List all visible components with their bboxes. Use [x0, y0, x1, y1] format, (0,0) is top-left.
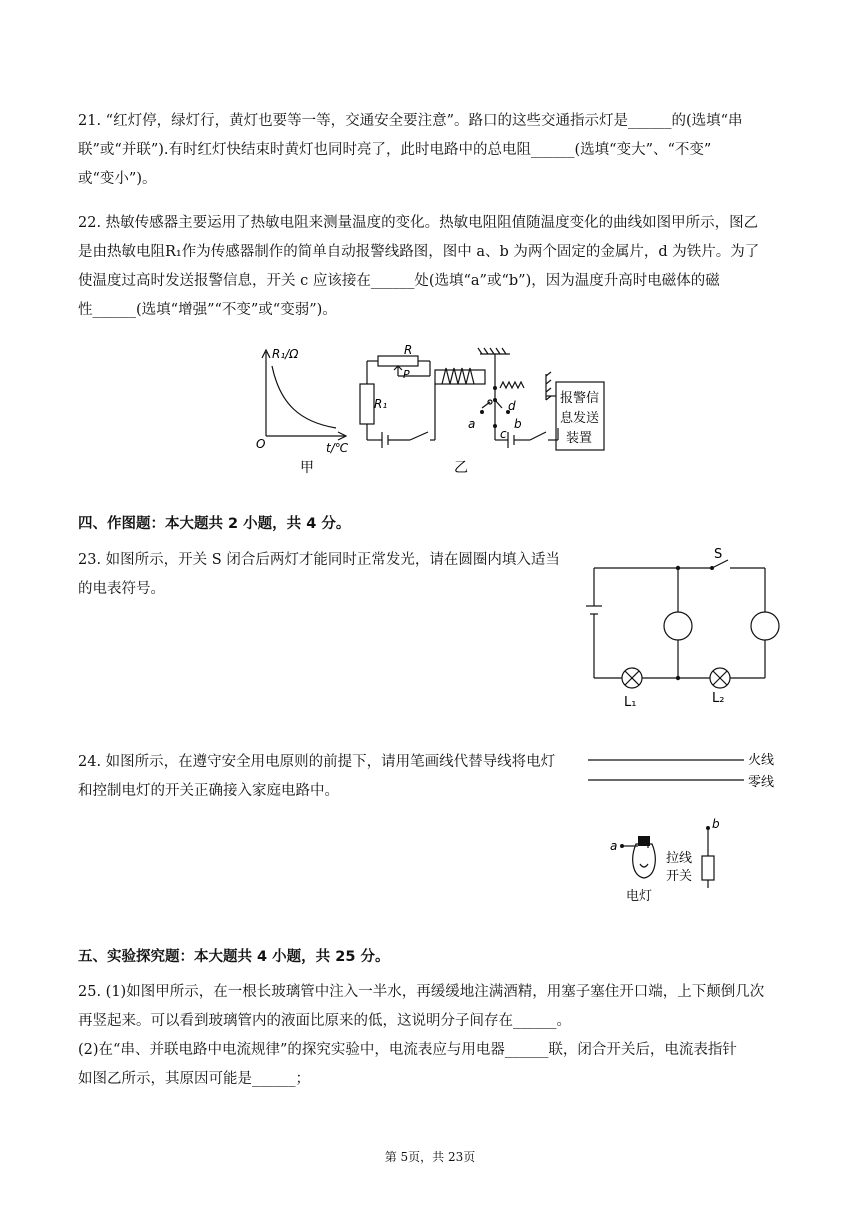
- q25-line-4: 如图乙所示，其原因可能是______；: [78, 1071, 310, 1087]
- alarm-box-line-2: 息发送: [560, 411, 600, 426]
- page-footer: 第 5页，共 23页: [384, 1150, 476, 1164]
- switch-label-1: 拉线: [666, 851, 693, 866]
- label-a: a: [468, 417, 476, 431]
- q21-line-3: 或“变小”)。: [78, 171, 157, 187]
- question-25: [78, 978, 782, 1094]
- section-4-heading: 四、作图题：本大题共 2 小题，共 4 分。: [78, 516, 351, 532]
- label-b: b: [712, 817, 720, 831]
- question-23: [78, 546, 578, 604]
- label-P: P: [403, 368, 410, 381]
- label-b: b: [514, 417, 522, 431]
- label-d: d: [508, 399, 516, 413]
- section-5-heading: 五、实验探究题：本大题共 4 小题，共 25 分。: [78, 949, 390, 965]
- q22-line-4: 性______(选填“增强”“不变”或“变弱”)。: [78, 302, 337, 318]
- label-R1: R₁: [374, 397, 388, 411]
- label-L2: L₂: [712, 691, 725, 706]
- q24-line-2: 和控制电灯的开关正确接入家庭电路中。: [78, 783, 339, 799]
- lamp-label: 电灯: [626, 889, 653, 904]
- q21-line-2: 联”或“并联”).有时红灯快结束时黄灯也同时亮了，此时电路中的总电阻______(选填“变大”、“不变”: [78, 142, 712, 158]
- q21-line-1: 21. “红灯停，绿灯行，黄灯也要等一等，交通安全要注意”。路口的这些交通指示灯是______的(选填“串: [78, 113, 743, 129]
- graph-x-label: t/℃: [326, 441, 349, 455]
- q22-line-2: 是由热敏电阻R₁作为传感器制作的简单自动报警线路图，图中 a、b 为两个固定的金属片，d 为铁片。为了: [78, 244, 760, 260]
- graph-y-label: R₁/Ω: [272, 347, 299, 361]
- figure-24-household-circuit: [586, 748, 786, 908]
- alarm-box-line-1: 报警信: [560, 391, 600, 406]
- label-jia: 甲: [300, 460, 314, 476]
- label-neutral-wire: 零线: [748, 775, 775, 790]
- graph-origin: O: [256, 437, 266, 451]
- question-21: [78, 107, 782, 194]
- q23-line-2: 的电表符号。: [78, 581, 165, 597]
- q25-line-2: 再竖起来。可以看到玻璃管内的液面比原来的低，这说明分子间存在______。: [78, 1013, 571, 1029]
- label-live-wire: 火线: [748, 753, 775, 768]
- label-c: c: [500, 427, 507, 441]
- q25-line-1: 25. (1)如图甲所示，在一根长玻璃管中注入一半水，再缓缓地注满酒精，用塞子塞住开口端，上下颠倒几次: [78, 984, 765, 1000]
- question-22: [78, 209, 782, 325]
- question-24: [78, 748, 578, 806]
- q24-line-1: 24. 如图所示，在遵守安全用电原则的前提下，请用笔画线代替导线将电灯: [78, 754, 556, 770]
- q22-line-3: 使温度过高时发送报警信息，开关 c 应该接在______处(选填“a”或“b”)，因为温度升高时电磁体的磁: [78, 273, 720, 289]
- graph-jia: [262, 350, 346, 440]
- label-S: S: [714, 547, 723, 562]
- figure-23-circuit: [580, 546, 780, 710]
- label-yi: 乙: [454, 460, 468, 476]
- label-L1: L₁: [624, 695, 637, 710]
- alarm-box-line-3: 装置: [566, 431, 593, 446]
- q23-line-1: 23. 如图所示，开关 S 闭合后两灯才能同时正常发光，请在圆圈内填入适当: [78, 552, 560, 568]
- q22-line-1: 22. 热敏传感器主要运用了热敏电阻来测量温度的变化。热敏电阻阻值随温度变化的曲线如图甲所示，图乙: [78, 215, 759, 231]
- switch-label-2: 开关: [666, 869, 693, 884]
- label-a: a: [610, 839, 618, 853]
- label-R: R: [404, 344, 413, 357]
- figure-22-circuit: [250, 344, 610, 480]
- q25-line-3: (2)在“串、并联电路中电流规律”的探究实验中，电流表应与用电器______联，闭合开关后，电流表指针: [78, 1042, 737, 1058]
